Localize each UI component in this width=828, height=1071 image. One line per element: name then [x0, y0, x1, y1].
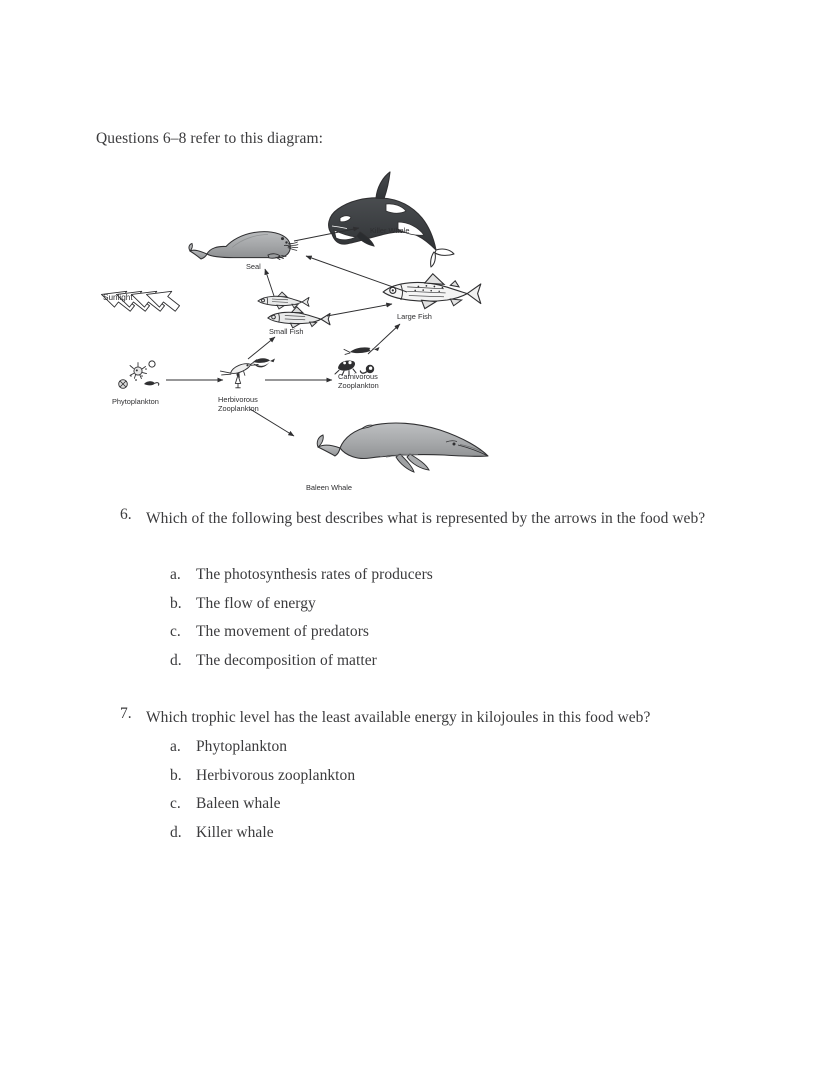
option-text: Phytoplankton	[196, 738, 288, 755]
label-carnivorous-zooplankton-2: Zooplankton	[338, 381, 379, 390]
option-text: The movement of predators	[196, 623, 369, 640]
question-6-option-c[interactable]	[0, 623, 828, 652]
question-7-text: Which trophic level has the least available energy in kilojoules in this food web?	[146, 709, 651, 726]
option-letter: a.	[170, 738, 181, 755]
option-text: The flow of energy	[196, 594, 316, 612]
question-7-block	[0, 705, 828, 841]
option-letter: d.	[170, 651, 182, 669]
question-6-text: Which of the following best describes what is represented by the arrows in the food web?	[146, 510, 706, 527]
question-7-option-a[interactable]	[0, 738, 828, 767]
seal-icon	[189, 232, 298, 260]
label-killer-whale: Killer Whale	[370, 226, 410, 235]
label-phytoplankton: Phytoplankton	[112, 397, 159, 406]
intro-text: Questions 6–8 refer to this diagram:	[96, 130, 324, 147]
label-herbivorous-zooplankton-1: Herbivorous	[218, 395, 258, 404]
question-6-option-b[interactable]	[0, 595, 828, 624]
option-letter: c.	[170, 623, 181, 640]
label-carnivorous-zooplankton-1: Carnivorous	[338, 372, 378, 381]
option-text: Killer whale	[196, 823, 274, 841]
option-letter: b.	[170, 766, 182, 784]
option-letter: b.	[170, 594, 182, 612]
option-letter: c.	[170, 795, 181, 812]
question-6-block	[0, 506, 828, 669]
large-fish-icon	[383, 274, 481, 309]
phytoplankton-icon	[119, 361, 159, 388]
arrow-small-fish-to-seal	[265, 269, 274, 296]
question-7-number: 7.	[120, 705, 132, 722]
baleen-whale-icon	[317, 423, 488, 472]
label-sunlight: Sunlight	[103, 293, 133, 302]
option-text: The decomposition of matter	[196, 651, 377, 669]
question-6-number: 6.	[120, 506, 132, 523]
label-seal: Seal	[246, 262, 261, 271]
label-large-fish: Large Fish	[397, 312, 432, 321]
arrow-herbivorous-to-small-fish	[248, 337, 275, 359]
option-text: Herbivorous zooplankton	[196, 766, 356, 784]
label-baleen-whale: Baleen Whale	[306, 483, 353, 492]
question-7-option-c[interactable]	[0, 795, 828, 824]
option-text: Baleen whale	[196, 795, 281, 812]
arrow-small-fish-to-large-fish	[327, 304, 392, 316]
question-6-row	[0, 506, 828, 558]
arrow-large-fish-to-seal	[306, 256, 407, 292]
question-7-option-b[interactable]	[0, 767, 828, 796]
question-7-row	[0, 705, 828, 732]
option-letter: d.	[170, 823, 182, 841]
herbivorous-zooplankton-icon	[220, 358, 275, 388]
label-small-fish: Small Fish	[269, 327, 304, 336]
option-text: The photosynthesis rates of producers	[196, 566, 433, 583]
question-6-option-d[interactable]	[0, 652, 828, 681]
option-letter: a.	[170, 566, 181, 583]
killer-whale-icon	[329, 172, 454, 267]
arrow-herbivorous-to-baleen-whale	[250, 409, 294, 436]
arrow-carnivorous-to-large-fish	[368, 324, 400, 354]
small-fish-icon	[258, 292, 330, 328]
label-herbivorous-zooplankton-2: Zooplankton	[218, 404, 259, 413]
food-web-diagram	[90, 152, 490, 504]
question-7-option-d[interactable]	[0, 824, 828, 853]
question-6-option-a[interactable]	[0, 566, 828, 595]
